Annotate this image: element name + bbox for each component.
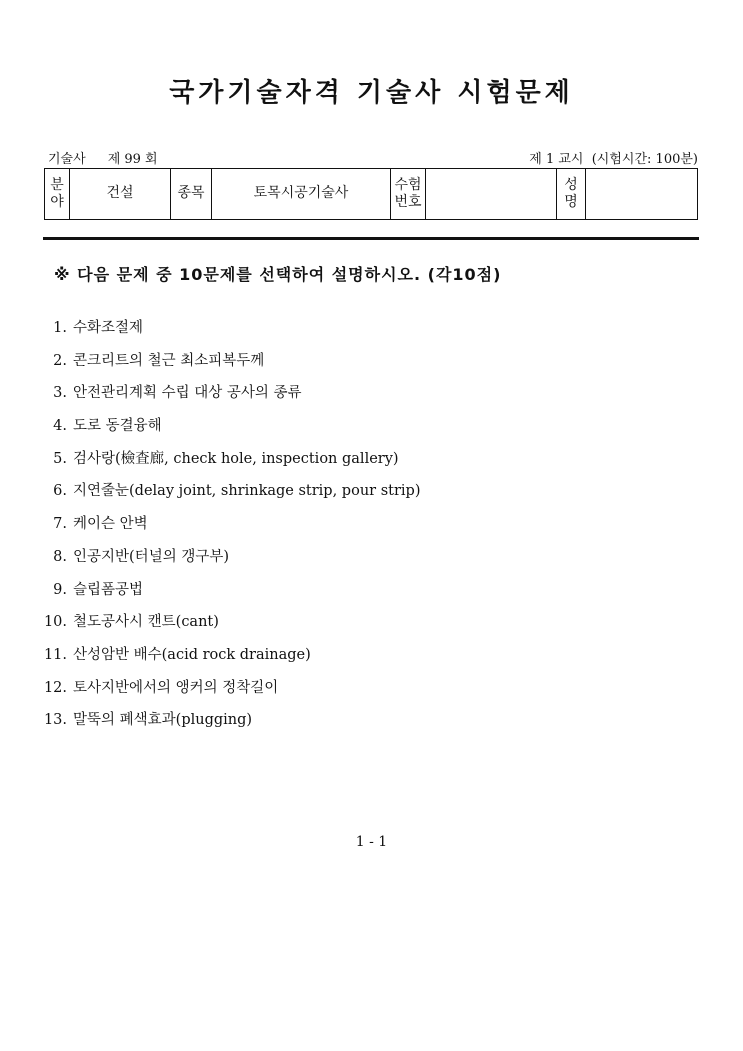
question-number: 13. [43, 712, 67, 729]
question-text: 안전관리계획 수립 대상 공사의 종류 [73, 385, 302, 402]
page-number: 1 - 1 [355, 834, 388, 850]
exam-no-value-cell[interactable] [426, 169, 557, 220]
exam-round: 제 99 회 [107, 152, 158, 167]
field-value-cell: 건설 [70, 169, 171, 220]
document-title: 국가기술자격 기술사 시험문제 [169, 78, 574, 108]
question-list [40, 312, 420, 737]
exam-info-right [529, 148, 698, 167]
question-text: 철도공사시 캔트(cant) [73, 614, 219, 631]
question-number: 11. [43, 646, 67, 663]
question-text: 지연줄눈(delay joint, shrinkage strip, pour strip) [73, 483, 421, 500]
question-text: 검사랑(檢査廊, check hole, inspection gallery) [73, 450, 399, 467]
instruction-text: ※ 다음 문제 중 10문제를 선택하여 설명하시오. (각10점) [54, 265, 502, 284]
question-text: 케이슨 안벽 [73, 516, 148, 533]
question-text: 수화조절제 [73, 320, 144, 336]
exam-info-row [48, 148, 698, 168]
question-item [40, 606, 420, 639]
question-item [40, 639, 420, 672]
question-item [40, 443, 420, 476]
field-label-cell: 분 야 [45, 169, 70, 220]
question-text: 슬립폼공법 [73, 581, 144, 598]
question-number: 4. [53, 418, 67, 435]
question-text: 도로 동결융해 [73, 418, 162, 435]
exam-info-left [48, 148, 158, 167]
question-number: 6. [53, 483, 67, 500]
exam-info-table [44, 168, 698, 220]
name-value-cell[interactable] [586, 169, 698, 220]
question-item [40, 508, 420, 541]
question-item [40, 475, 420, 508]
question-text: 산성암반 배수(acid rock drainage) [73, 646, 311, 663]
question-item [40, 377, 420, 410]
question-text: 인공지반(터널의 갱구부) [73, 548, 229, 565]
question-number: 9. [53, 581, 67, 598]
divider [43, 237, 699, 240]
question-number: 2. [53, 352, 67, 369]
type-label-cell: 종목 [171, 169, 212, 220]
question-number: 1. [53, 320, 67, 336]
question-text: 말뚝의 폐색효과(plugging) [73, 712, 253, 729]
question-item [40, 345, 420, 378]
question-number: 5. [53, 450, 67, 467]
exam-time: (시험시간: 100분) [591, 152, 698, 167]
type-value-cell: 토목시공기술사 [212, 169, 391, 220]
exam-period: 제 1 교시 [529, 152, 584, 167]
question-item [40, 312, 420, 345]
question-number: 12. [43, 679, 67, 696]
question-text: 토사지반에서의 앵커의 정착길이 [73, 679, 279, 696]
exam-no-label-cell: 수험 번호 [391, 169, 426, 220]
question-item [40, 672, 420, 705]
question-number: 10. [43, 614, 67, 631]
exam-category: 기술사 [48, 152, 86, 167]
question-item [40, 704, 420, 737]
question-number: 8. [53, 548, 67, 565]
question-text: 콘크리트의 철근 최소피복두께 [73, 352, 265, 369]
name-label-cell: 성 명 [557, 169, 586, 220]
question-item [40, 574, 420, 607]
question-item [40, 541, 420, 574]
question-item [40, 410, 420, 443]
question-number: 3. [53, 385, 67, 402]
question-number: 7. [53, 516, 67, 533]
